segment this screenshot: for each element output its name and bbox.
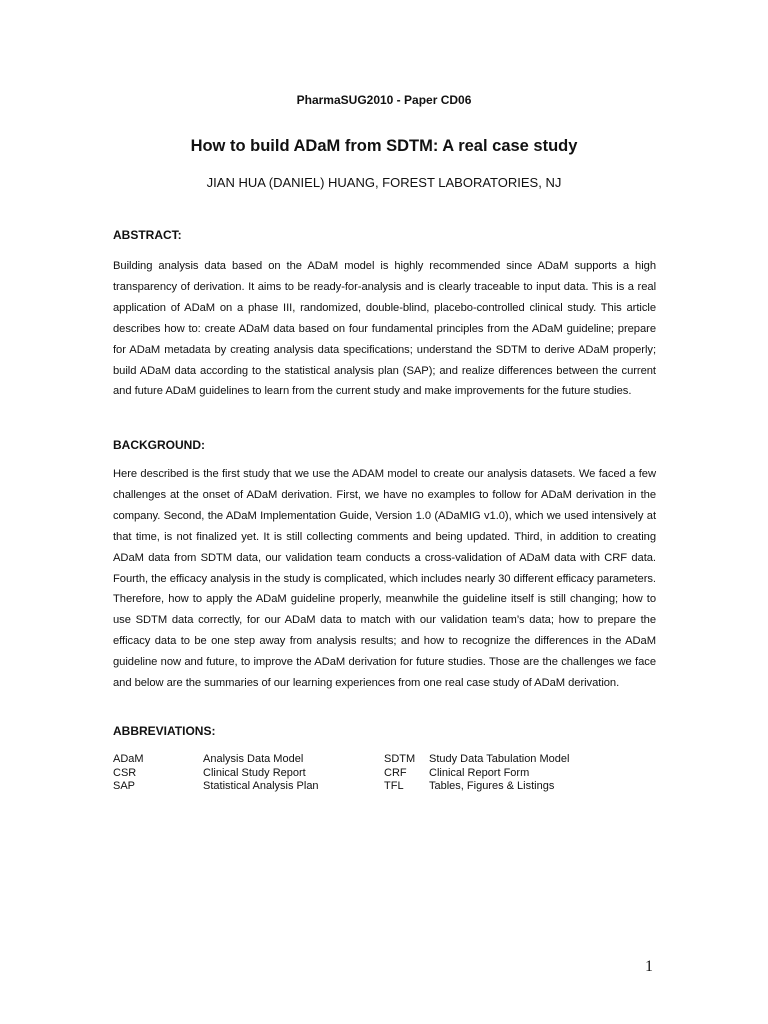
author-line: JIAN HUA (DANIEL) HUANG, FOREST LABORATORIES, NJ [206,175,562,190]
abbr-meaning: Clinical Study Report [203,766,306,779]
abbr-right-terms [384,753,415,794]
abstract-heading: ABSTRACT: [113,228,182,242]
abbr-term: SDTM [384,753,416,765]
abbr-meaning: Tables, Figures & Listings [429,780,555,792]
conference-label: PharmaSUG2010 - Paper CD06 [296,93,472,107]
abbr-term: ADaM [113,753,144,765]
background-body: Here described is the first study that we use the ADAM model to create our analysis datasets. We faced a few challenges at the onset of ADaM derivation. First, we have no examples to follow for ADaM derivation in the company. Second, the ADaM Implementation Guide, Version 1.0 (ADaMIG v1.0), which we used intensively at that time, is not finalized yet. It is still collecting comments and being updated. Third, in addition to creating ADaM data from SDTM data, our validation team conducts a cross-validation of ADaM data with CRF data. Fourth, the efficacy analysis in the study is complicated, which includes nearly 30 different efficacy parameters. Therefore, how to apply the ADaM guideline properly, meanwhile the guideline itself is still changing; how to use SDTM data correctly, for our ADaM data to match with our validation team’s data; how to prepare the efficacy data to be one step away from analysis results; and how to recognize the differences in the ADaM guideline now and future, to improve the ADaM derivation for future studies. Those are the challenges we face and below are the summaries of our learning experiences from one real case study of ADaM derivation. [113,468,656,690]
abstract-body: Building analysis data based on the ADaM model is highly recommended since ADaM supports a high transparency of derivation. It aims to be ready-for-analysis and is clearly traceable to input data. This is a real application of ADaM on a phase III, randomized, double-blind, placebo-controlled clinical study. This article describes how to: create ADaM data based on four fundamental principles from the ADaM guideline; prepare for ADaM metadata by creating analysis data specifications; understand the SDTM to derive ADaM properly; build ADaM data according to the statistical analysis plan (SAP); and realize differences between the current and future ADaM guidelines to learn from the current study and make improvements for the future studies. [113,260,656,398]
abbr-meaning: Statistical Analysis Plan [203,780,319,792]
abbr-left-terms [113,753,144,794]
paper-title: How to build ADaM from SDTM: A real case study [190,137,578,155]
abbr-meaning: Study Data Tabulation Model [429,753,570,765]
abbreviations-heading: ABBREVIATIONS: [113,724,216,738]
abbr-meaning: Clinical Report Form [429,766,530,779]
page-number: 1 [645,958,653,975]
background-heading: BACKGROUND: [113,438,205,452]
abbr-term: CSR [113,766,137,779]
abbr-term: TFL [384,780,404,792]
abbr-left-meanings [203,753,319,794]
abbr-meaning: Analysis Data Model [203,753,304,765]
abbr-right-meanings [429,753,569,794]
abbr-term: CRF [384,766,407,779]
abbr-term: SAP [113,780,136,792]
